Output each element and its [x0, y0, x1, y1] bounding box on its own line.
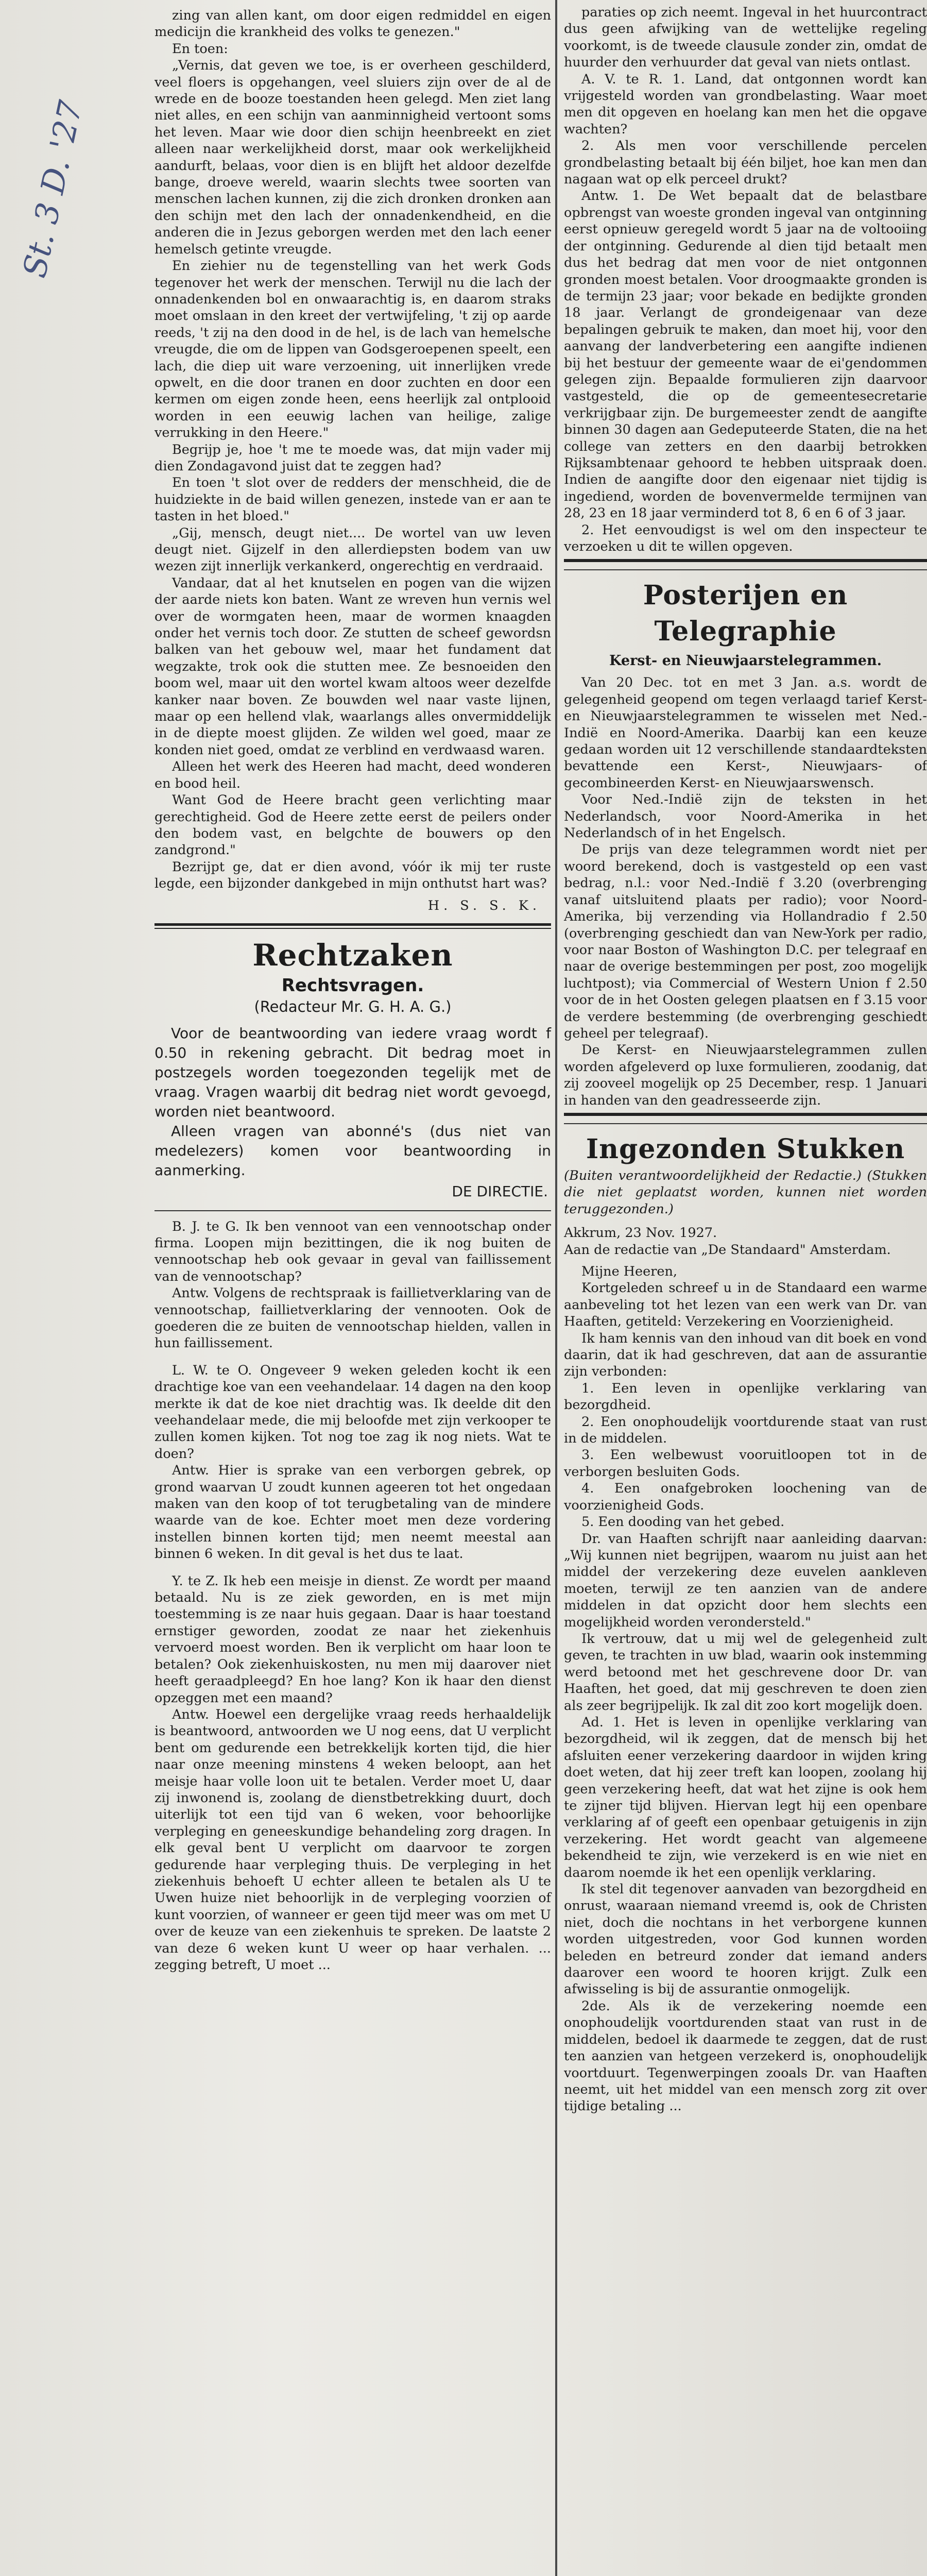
paragraph: En toen 't slot over de redders der menschheid, die de huidziekte in de baid willen genezen, instede van er aan te tasten in het bloed." — [154, 475, 551, 524]
left-column — [154, 7, 551, 1973]
paragraph: 2de. Als ik de verzekering noemde een onophoudelijk voortdurenden staat van rust in de middelen, bedoel ik daarmede te zeggen, dat de rust ten aanzien van hetgeen verzekerd is, onophoudelijk voortduurt. Tegenwerpingen zooals Dr. van Haaften neemt, uit het middel van een mensch zorg zit over tijdige betaling ... — [564, 1998, 927, 2114]
section-rule — [154, 923, 551, 929]
paragraph: Antw. Hier is sprake van een verborgen gebrek, op grond waarvan U zoudt kunnen ageeren tot het ongedaan maken van den koop of tot terugbetaling van de mindere waarde van de koe. Echter moet men deze vordering instellen binnen korten tijd; men neemt meestal aan binnen 6 weken. In dit geval is het dus te laat. — [154, 1463, 551, 1562]
paragraph: A. V. te R. 1. Land, dat ontgonnen wordt kan vrijgesteld worden van grondbelasting. Waar moet men dit opgeven en hoelang kan men het die opgave wachten? — [564, 71, 927, 137]
section-rule — [564, 559, 927, 562]
paragraph: Antw. Hoewel een dergelijke vraag reeds herhaaldelijk is beantwoord, antwoorden we U nog eens, dat U verplicht bent om gedurende een betrekkelijk korten tijd, die hier naar onze meening minstens 4 weken beloopt, aan het meisje haar volle loon uit te betalen. Verder moet U, daar zij inwonend is, zoolang de dienstbetrekking duurt, doch uiterlijk tot een tijd van 6 weken, voor behoorlijke verpleging en geneeskundige behandeling zorg dragen. In elk geval bent U verplicht om daarvoor te zorgen gedurende haar verpleging thuis. De verpleging in het ziekenhuis behoeft U echter alleen te betalen als U te Uwen huize niet behoorlijk in de verpleging voorzien of kunt voorzien, of wanneer er geen tijd meer was om met U over de keuze van een ziekenhuis te spreken. De laatste 2 van deze 6 weken kunt U weer op haar verhalen. ... zegging betreft, U moet ... — [154, 1706, 551, 1973]
paragraph: Y. te Z. Ik heb een meisje in dienst. Ze wordt per maand betaald. Nu is ze ziek geworden, en is met mijn toestemming is ze naar huis gegaan. Daar is haar toestand ernstiger geworden, zoodat ze naar het ziekenhuis vervoerd moest worden. Ben ik verplicht om haar loon te betalen? Ook ziekenhuiskosten, nu men mij daarover niet heeft geraadpleegd? En hoe lang? Kon ik haar den dienst opzeggen met een maand? — [154, 1573, 551, 1706]
paragraph: Ik ham kennis van den inhoud van dit boek en vond daarin, dat ik had geschreven, dat aan de assurantie zijn verbonden: — [564, 1330, 927, 1380]
posterijen-title: Posterijen en Telegraphie — [643, 580, 848, 648]
paragraph: En toen: — [172, 41, 228, 57]
paragraph: „Vernis, dat geven we toe, is er overheen geschilderd, veel floers is opgehangen, veel sluiers zijn over de al de wrede en de booze toestanden heen gelegd. Men ziet lang niet alles, en een schijn van aanminnigheid vertoont soms het leven. Maar wie door dien schijn heenbreekt en ziet alleen naar werkelijkheid dorst, maar ook werkelijkheid aandurft, belaas, voor dien is en blijft het aldoor dezelfde bange, droeve wereld, waarin slechts twee soorten van menschen lachen kunnen, zij die zich dronken dronken aan den schijn met den lach der onnadenkendheid, en die anderen die in Jezus geborgen werden met den lach eener hemelsch getinte vreugde. — [154, 58, 551, 257]
paragraph: paraties op zich neemt. Ingeval in het huurcontract dus geen afwijking van de wettelijke regeling voorkomt, is de tweede clausule zonder zin, omdat de huurder den verhuurder dat geval van niets ontlast. — [564, 5, 927, 71]
letter-addressee: Aan de redactie van „De Standaard" Amsterdam. — [564, 1242, 891, 1258]
paragraph: Bezrijpt ge, dat er dien avond, vóór ik mij ter ruste legde, een bijzonder dankgebed in mijn onthutst hart was? — [154, 859, 551, 892]
paragraph: 2. Als men voor verschillende percelen grondbelasting betaalt bij één biljet, hoe kan men dan nagaan wat op elk perceel drukt? — [564, 138, 927, 188]
tax-answers — [564, 4, 927, 555]
section-rule — [564, 1123, 927, 1124]
paragraph: Ik stel dit tegenover aanvaden van bezorgdheid en onrust, waaraan niemand vreemd is, ook de Christen niet, doch die nochtans in het verborgene kunnen worden uitgestreden, voor God kunnen worden beleden en betreurd zonder dat iemand anders daarover een woord te hooren krijgt. Zulk een afwisseling is bij de assurantie onmogelijk. — [564, 1882, 927, 1997]
paragraph: Van 20 Dec. tot en met 3 Jan. a.s. wordt de gelegenheid geopend om tegen verlaagd tarief Kerst- en Nieuwjaarstelegrammen te wisselen met Ned.-Indië en Noord-Amerika. Daarbij kan een keuze gedaan worden uit 12 verschillende standaardteksten bevattende een Kerst-, Nieuwjaars- of gecombineerden Kerst- en Nieuwjaarswensch. — [564, 675, 927, 791]
paragraph: B. J. te G. Ik ben vennoot van een vennootschap onder firma. Loopen mijn bezittingen, die ik nog buiten de vennootschap heb ook gevaar in geval van faillissement van de vennootschap? — [154, 1218, 551, 1284]
section-rule — [564, 569, 927, 570]
paragraph: De prijs van deze telegrammen wordt niet per woord berekend, doch is vastgesteld op een vast bedrag, n.l.: voor Ned.-Indië f 3.20 (overbrenging vanaf uitsluitend plaats per radio); voor Noord-Amerika, bij verzending via Hollandradio f 2.50 (overbrenging geschiedt dan van New-York per radio, voor naar Boston of Washington D.C. per telegraaf en naar de overige bestemmingen per post, zoo mogelijk luchtpost); via Commercial of Western Union f 2.50 voor de in het Oosten gelegen plaatsen en f 3.15 voor de verdere bestemming (de overbrenging geschiedt geheel per telegraaf). — [564, 842, 927, 1041]
paragraph: Kortgeleden schreef u in de Standaard een warme aanbeveling tot het lezen van een werk van Dr. van Haaften, getiteld: Verzekering en Voorzienigheid. — [564, 1280, 927, 1330]
paragraph: Want God de Heere bracht geen verlichting maar gerechtigheid. God de Heere zette eerst de peilers onder den bodem vast, en belgchte de bouwers op den zandgrond." — [154, 792, 551, 858]
paragraph: 4. Een onafgebroken loochening van de voorzienigheid Gods. — [564, 1481, 927, 1513]
column-divider — [555, 0, 557, 2576]
posterijen-text — [564, 674, 927, 1109]
ingezonden-title: Ingezonden Stukken — [586, 1133, 905, 1165]
notice-paragraph-1: Voor de beantwoording van iedere vraag wordt f 0.50 in rekening gebracht. Dit bedrag moet in postzegels worden toegezonden tegelijk met de vraag. Vragen waarbij dit bedrag niet wordt gevoegd, worden niet beantwoord. — [154, 1024, 551, 1120]
letter-text — [564, 1280, 927, 2114]
paragraph: Ad. 1. Het is leven in openlijke verklaring van bezorgdheid, wil ik zeggen, dat de mensch bij het afsluiten eener verzekering daardoor in wijden kring doet weten, dat hij zeer treft kan loopen, zoolang hij geen verzekering heeft, dat wat het zijne is ook hem te zijner tijd blijven. Hiervan legt hij een openbare verklaring af of geeft een openbaar getuigenis in zijn verzekering. Het wordt geacht van algemeene bekendheid te zijn, wie verzekerd is en wie niet en daarom noemde ik het een openlijk verklaring. — [564, 1714, 927, 1880]
paragraph: 2. Het eenvoudigst is wel om den inspecteur te verzoeken u dit te willen opgeven. — [564, 522, 927, 554]
handwritten-note: St. 3 D. '27 — [15, 97, 90, 281]
paragraph: 3. Een welbewust vooruitloopen tot in de verborgen besluiten Gods. — [564, 1447, 927, 1480]
editor-line: (Redacteur Mr. G. H. A. G.) — [254, 997, 452, 1015]
paragraph: En ziehier nu de tegenstelling van het werk Gods tegenover het werk der menschen. Terwijl nu die lach der onnadenkenden bol en onwaarachtig is, en daarom straks moet omslaan in den kreet der vertwijfeling, 't zij op aarde reeds, 't zij na den dood in de hel, is de lach van hemelsche vreugde, die om de lippen van Godsgeroepenen speelt, een lach, die diep uit ware verzoening, uit innerlijken vrede opwelt, en die door tranen en door zuchten en door een kermen om eigen zonde heen, eens heerlijk zal ontplooid worden in een eeuwig lachen van heilige, zalige verrukking in den Heere." — [154, 258, 551, 441]
paragraph: Ik vertrouw, dat u mij wel de gelegenheid zult geven, te trachten in uw blad, waarin ook instemming werd betoond met het geschrevene door Dr. van Haaften, het goed, dat mij geschreven te doen zien als zeer begrijpelijk. Ik zal dit zoo kort mogelijk doen. — [564, 1631, 927, 1714]
directie-signature: DE DIRECTIE. — [452, 1182, 548, 1200]
section-rule — [564, 1113, 927, 1116]
rechtszaken-title: Rechtzaken — [252, 937, 453, 973]
right-column — [564, 4, 927, 2115]
paragraph: 2. Een onophoudelijk voortdurende staat van rust in de middelen. — [564, 1414, 927, 1447]
rechtsvragen-subtitle: Rechtsvragen. — [281, 975, 424, 996]
paragraph: 5. Een dooding van het gebed. — [581, 1514, 785, 1530]
paragraph: Begrijp je, hoe 't me te moede was, dat mijn vader mij dien Zondagavond juist dat te zeggen had? — [154, 442, 551, 474]
paragraph: Antw. 1. De Wet bepaalt dat de belastbare opbrengst van woeste gronden ingeval van ontginning eerst opnieuw geregeld wordt 5 jaar na de voltooiing der ontginning. Gedurende al dien tijd betaalt men dus het bedrag dat men voor de niet ontgonnen gronden moest betalen. Voor droogmaakte gronden is de termijn 23 jaar; voor bekade en bedijkte gronden 18 jaar. Verlangt de grondeigenaar van deze bepalingen gebruik te maken, dan moet hij, voor den aanvang der landverbetering een aangifte indienen bij het bestuur der gemeente waar de ei'gendommen gelegen zijn. Bepaalde formulieren zijn daarvoor vastgesteld, die op de gemeentesecretarie verkrijgbaar zijn. De burgemeester zendt de aangifte binnen 30 dagen aan Gedeputeerde Staten, die na het college van zetters en den daarbij betrokken Rijksambtenaar gehoord te hebben uitspraak doen. Indien de aangifte door den eigenaar niet tijdig is ingediend, worden de bovenvermelde termijnen van 28, 23 en 18 jaar verminderd tot 8, 6 en 6 of 3 jaar. — [564, 188, 927, 521]
article-signature: H. S. S. K. — [427, 897, 541, 913]
paragraph: zing van allen kant, om door eigen redmiddel en eigen medicijn die krankheid des volks te genezen." — [154, 8, 551, 40]
paragraph: Voor Ned.-Indië zijn de teksten in het Nederlandsch, voor Noord-Amerika in het Nederlandsch of in het Engelsch. — [564, 792, 927, 841]
letter-salutation: Mijne Heeren, — [581, 1264, 678, 1279]
posterijen-subtitle: Kerst- en Nieuwjaarstelegrammen. — [609, 653, 882, 669]
paragraph: 1. Een leven in openlijke verklaring van bezorgdheid. — [564, 1380, 927, 1413]
letter-place-date: Akkrum, 23 Nov. 1927. — [564, 1225, 717, 1241]
legal-questions — [154, 1218, 551, 1974]
section-rule — [154, 1210, 551, 1211]
paragraph: Alleen het werk des Heeren had macht, deed wonderen en bood heil. — [154, 759, 551, 791]
paragraph: De Kerst- en Nieuwjaarstelegrammen zullen worden afgeleverd op luxe formulieren, zoodanig, dat zij zooveel mogelijk op 25 December, resp. 1 Januari in handen van den geadresseerde zijn. — [564, 1042, 927, 1108]
ingezonden-disclaimer: (Buiten verantwoordelijkheid der Redactie.) (Stukken die niet geplaatst worden, kunnen niet worden teruggezonden.) — [564, 1167, 927, 1217]
paragraph: L. W. te O. Ongeveer 9 weken geleden kocht ik een drachtige koe van een veehandelaar. 14 dagen na den koop merkte ik dat de koe niet drachtig was. Ik deelde dit den veehandelaar mede, die mij beloofde met zijn verkooper te zullen komen kijken. Tot nog toe zag ik nog niets. Wat te doen? — [154, 1362, 551, 1462]
paragraph: „Gij, mensch, deugt niet.... De wortel van uw leven deugt niet. Gijzelf in den allerdiepsten bodem van uw wezen zijt innerlijk verkankerd, ongerechtig en verdraaid. — [154, 525, 551, 574]
payment-notice — [154, 1024, 551, 1180]
paragraph: Antw. Volgens de rechtspraak is faillietverklaring van de vennootschap, faillietverklaring der vennooten. Ook de goederen die ze buiten de vennootschap hielden, vallen in hun faillissement. — [154, 1285, 551, 1351]
paragraph: Dr. van Haaften schrijft naar aanleiding daarvan: „Wij kunnen niet begrijpen, waarom nu juist aan het middel der verzekering deze euvelen aankleven moeten, terwijl ze ten aanzien van de andere middelen in dat opzicht door hem slechts een mogelijkheid worden verondersteld." — [564, 1531, 927, 1630]
paragraph: Vandaar, dat al het knutselen en pogen van die wijzen der aarde niets kon baten. Want ze wreven hun vernis wel over de wormgaten heen, maar de wormen knaagden onder het vernis toch door. Ze stutten de scheef gewordsn balken van het gebouw wel, maar het fundament dat wegzakte, trok ook die stutten mee. Ze besnoeiden den boom wel, maar uit den wortel kwam altoos weer dezelfde kanker naar boven. Ze bouwden wel naar vaste lijnen, maar op een hellend vlak, waarlangs alles onvermiddelijk in de diepte moest glijden. Ze wilden wel goed, maar ze konden niet goed, omdat ze verblind en verdwaasd waren. — [154, 575, 551, 758]
sermon-text — [154, 7, 551, 892]
notice-paragraph-2: Alleen vragen van abonné's (dus niet van medelezers) komen voor beantwoording in aanmerking. — [154, 1122, 551, 1179]
